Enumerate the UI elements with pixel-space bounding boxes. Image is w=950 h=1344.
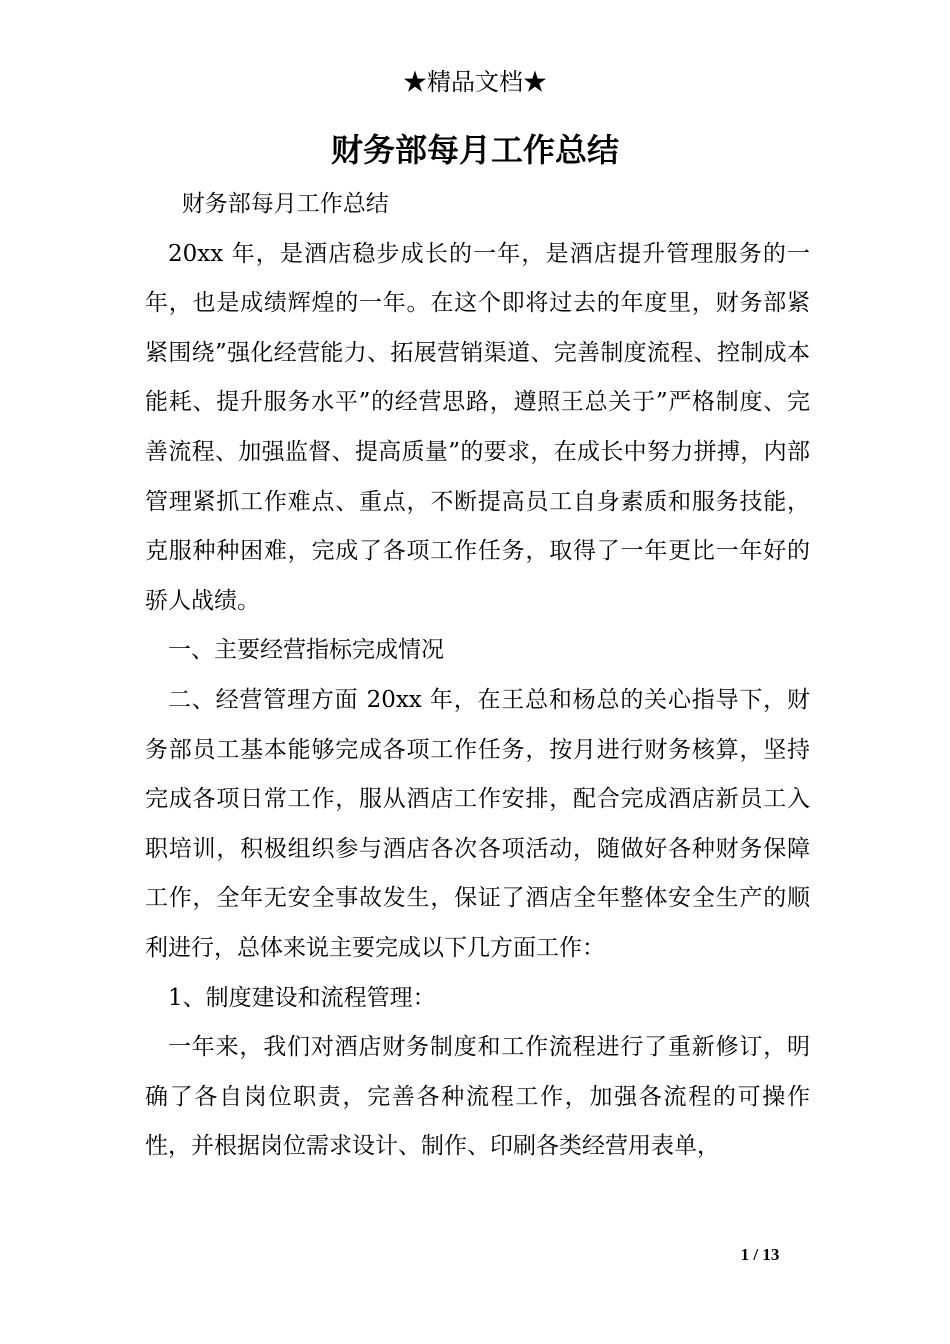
document-title: 财务部每月工作总结 [330,131,619,169]
body-paragraph: 20xx 年，是酒店稳步成长的一年，是酒店提升管理服务的一年，也是成绩辉煌的一年。在这个即将过去的年度里，财务部紧紧围绕”强化经营能力、拓展营销渠道、完善制度流程、控制成本能耗、提升服务水平”的经营思路，遵照王总关于”严格制度、完善流程、加强监督、提高质量”的要求，在成长中努力拼搏，内部管理紧抓工作难点、重点，不断提高员工自身素质和服务技能，克服种种困难，完成了各项工作任务，取得了一年更比一年好的骄人战绩。 [145,240,810,614]
section-heading: 一、主要经营指标完成情况 [168,637,444,664]
page-header: ★精品文档★ [403,68,547,96]
section-heading: 1、制度建设和流程管理： [168,984,436,1011]
page-number: 1 / 13 [740,1245,780,1264]
body-paragraph: 一年来，我们对酒店财务制度和工作流程进行了重新修订，明确了各自岗位职责，完善各种流程工作，加强各流程的可操作性，并根据岗位需求设计、制作、印刷各类经营用表单， [145,1034,810,1160]
document-body [145,180,810,1172]
subtitle-paragraph: 财务部每月工作总结 [181,191,389,217]
body-paragraph: 二、经营管理方面 20xx 年，在王总和杨总的关心指导下，财务部员工基本能够完成各项工作任务，按月进行财务核算，坚持完成各项日常工作，服从酒店工作安排，配合完成酒店新员工入职培训，积极组织参与酒店各次各项活动，随做好各种财务保障工作，全年无安全事故发生，保证了酒店全年整体安全生产的顺利进行，总体来说主要完成以下几方面工作： [145,686,810,961]
